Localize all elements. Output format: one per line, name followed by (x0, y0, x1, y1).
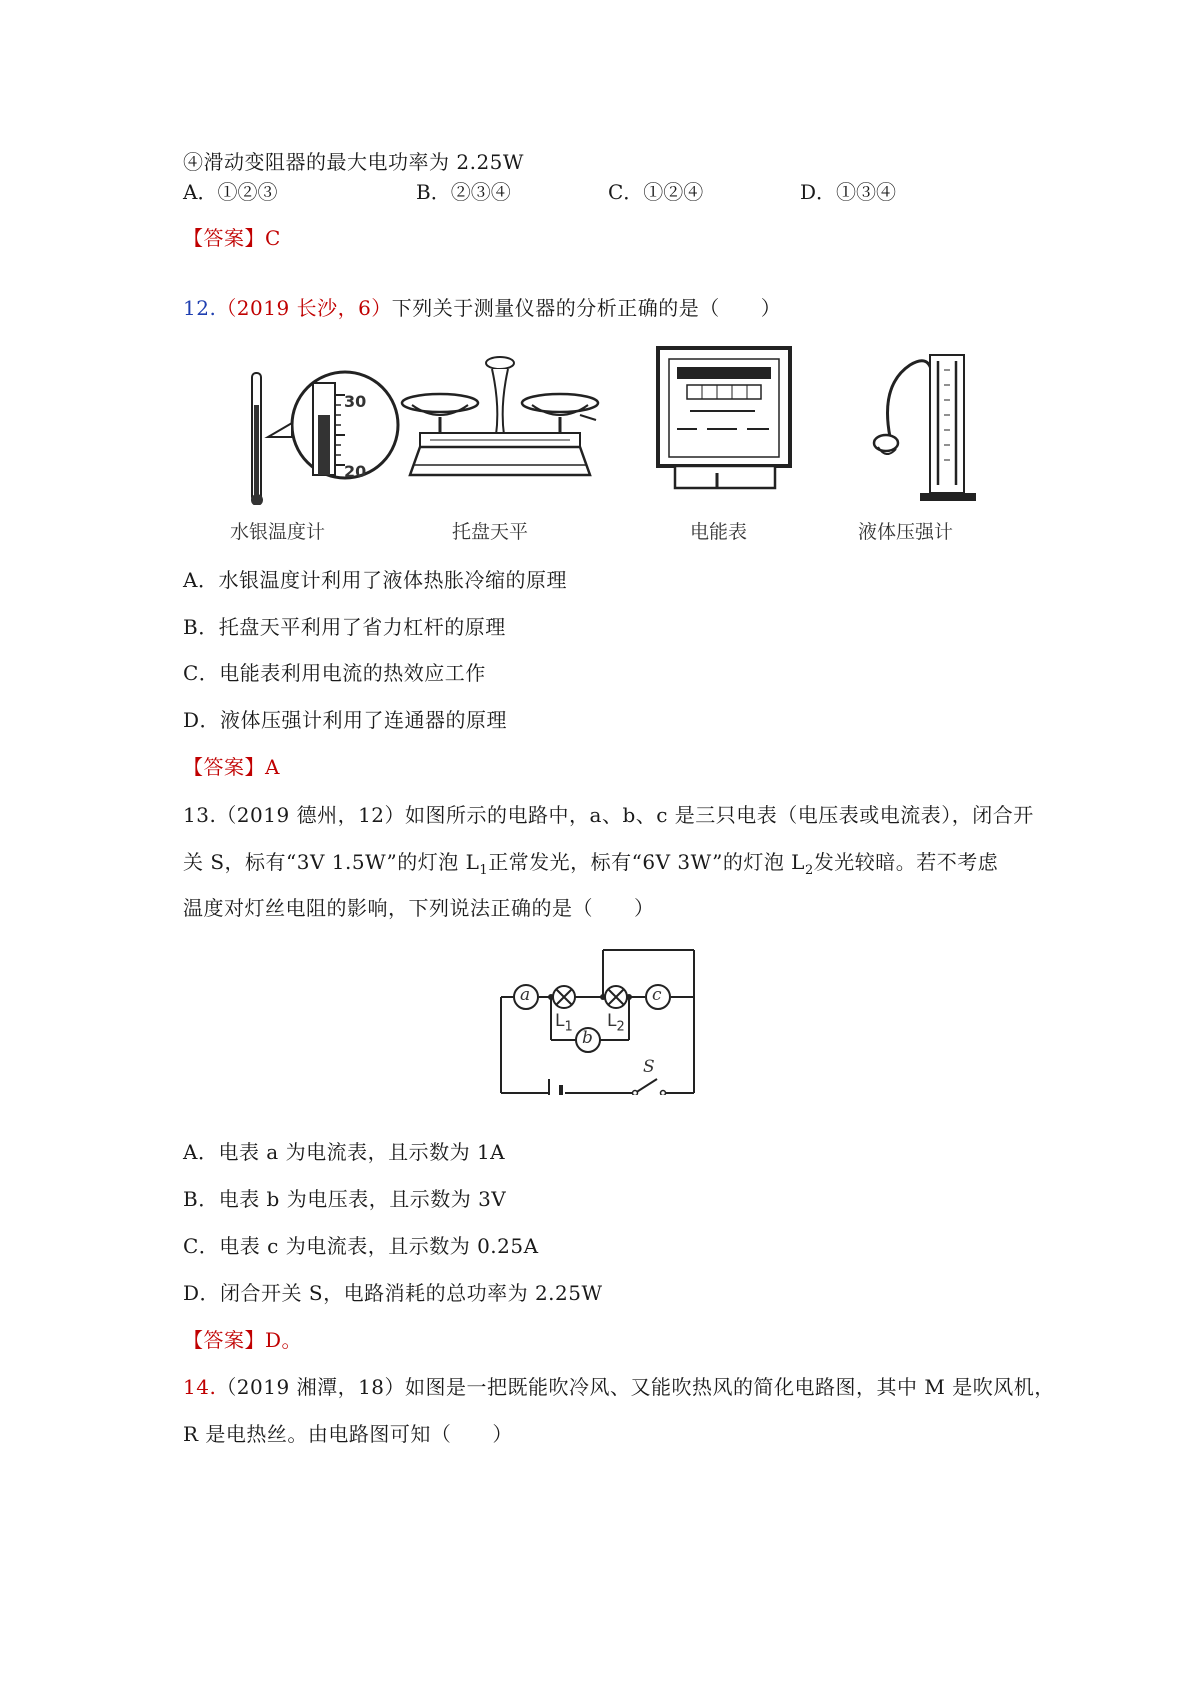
option-b: B．②③④ (416, 180, 511, 204)
q12-option-d: D．液体压强计利用了连通器的原理 (183, 708, 508, 732)
q13-text-1: （2019 德州，12）如图所示的电路中，a、b、c 是三只电表（电压表或电流表），闭合开 (216, 803, 1034, 827)
q13-line-3: 温度对灯丝电阻的影响，下列说法正确的是（ ） (183, 896, 655, 920)
switch-label: S (643, 1057, 655, 1077)
label-energy-meter: 电能表 (690, 521, 748, 543)
q13-answer-tag: 【答案】 (183, 1328, 265, 1352)
q13-sub-1: 1 (479, 863, 489, 878)
answer-value: C (265, 226, 281, 250)
q13-line-1 (183, 800, 1034, 830)
q12-answer-value: A (265, 755, 280, 779)
option-d: D．①③④ (800, 180, 897, 204)
q14-line-1 (183, 1372, 1055, 1402)
q12-option-a: A．水银温度计利用了液体热胀冷缩的原理 (183, 568, 567, 592)
q12-source: （2019 长沙，6） (216, 296, 392, 320)
label-thermometer: 水银温度计 (230, 521, 326, 543)
pressure-gauge-drawing (860, 325, 1000, 505)
lamp-2-sub: 2 (616, 1019, 625, 1035)
q13-line-2 (183, 847, 998, 886)
label-balance: 托盘天平 (452, 521, 529, 543)
lamp-1-sub: 1 (564, 1019, 573, 1035)
q13-answer-value: D。 (265, 1328, 303, 1352)
q12-text: 下列关于测量仪器的分析正确的是（ ） (391, 296, 782, 320)
lamp-2-letter: L (607, 1011, 617, 1031)
label-pressure-gauge: 液体压强计 (858, 521, 954, 543)
q12-answer-tag: 【答案】 (183, 755, 265, 779)
energy-meter-drawing (655, 345, 795, 505)
q13-text-2a: 关 S，标有“3V 1.5W”的灯泡 L (183, 850, 480, 874)
item-4: ④滑动变阻器的最大电功率为 2.25W (183, 150, 524, 174)
lamp-2-label (607, 1011, 625, 1034)
q13-number: 13. (183, 803, 217, 827)
scale-20: 20 (344, 462, 367, 481)
q13-sub-2: 2 (804, 863, 814, 878)
q13-text-2b: 正常发光，标有“6V 3W”的灯泡 L (488, 850, 805, 874)
q13-option-a: A．电表 a 为电流表，且示数为 1A (183, 1140, 506, 1164)
q13-answer-line (183, 1325, 302, 1355)
q12-option-b: B．托盘天平利用了省力杠杆的原理 (183, 615, 506, 639)
q13-text-2c: 发光较暗。若不考虑 (813, 850, 999, 874)
q13-option-d: D．闭合开关 S，电路消耗的总功率为 2.25W (183, 1281, 603, 1305)
q14-line-2: R 是电热丝。由电路图可知（ ） (183, 1422, 513, 1446)
balance-drawing (400, 345, 600, 505)
q12-answer-line (183, 752, 280, 782)
q14-text-1: （2019 湘潭，18）如图是一把既能吹冷风、又能吹热风的简化电路图，其中 M 是吹风机， (216, 1375, 1055, 1399)
answer-tag: 【答案】 (183, 226, 265, 250)
scale-30: 30 (344, 392, 367, 411)
meter-a-label: a (520, 985, 531, 1005)
option-c: C．①②④ (608, 180, 704, 204)
q13-option-c: C．电表 c 为电流表，且示数为 0.25A (183, 1234, 539, 1258)
q12-option-c: C．电能表利用电流的热效应工作 (183, 661, 486, 685)
thermometer-drawing (230, 345, 400, 505)
q14-number: 14. (183, 1375, 217, 1399)
circuit-diagram (495, 945, 705, 1095)
lamp-1-label (555, 1011, 573, 1034)
q12-stem (183, 293, 781, 323)
answer-line (183, 223, 281, 253)
meter-b-label: b (582, 1028, 593, 1048)
q12-number: 12. (183, 296, 217, 320)
lamp-1-letter: L (555, 1011, 565, 1031)
q13-option-b: B．电表 b 为电压表，且示数为 3V (183, 1187, 507, 1211)
meter-c-label: c (652, 985, 662, 1005)
circuit-drawing (495, 945, 705, 1095)
option-a: A．①②③ (183, 180, 278, 204)
instrument-figure (230, 345, 1000, 545)
